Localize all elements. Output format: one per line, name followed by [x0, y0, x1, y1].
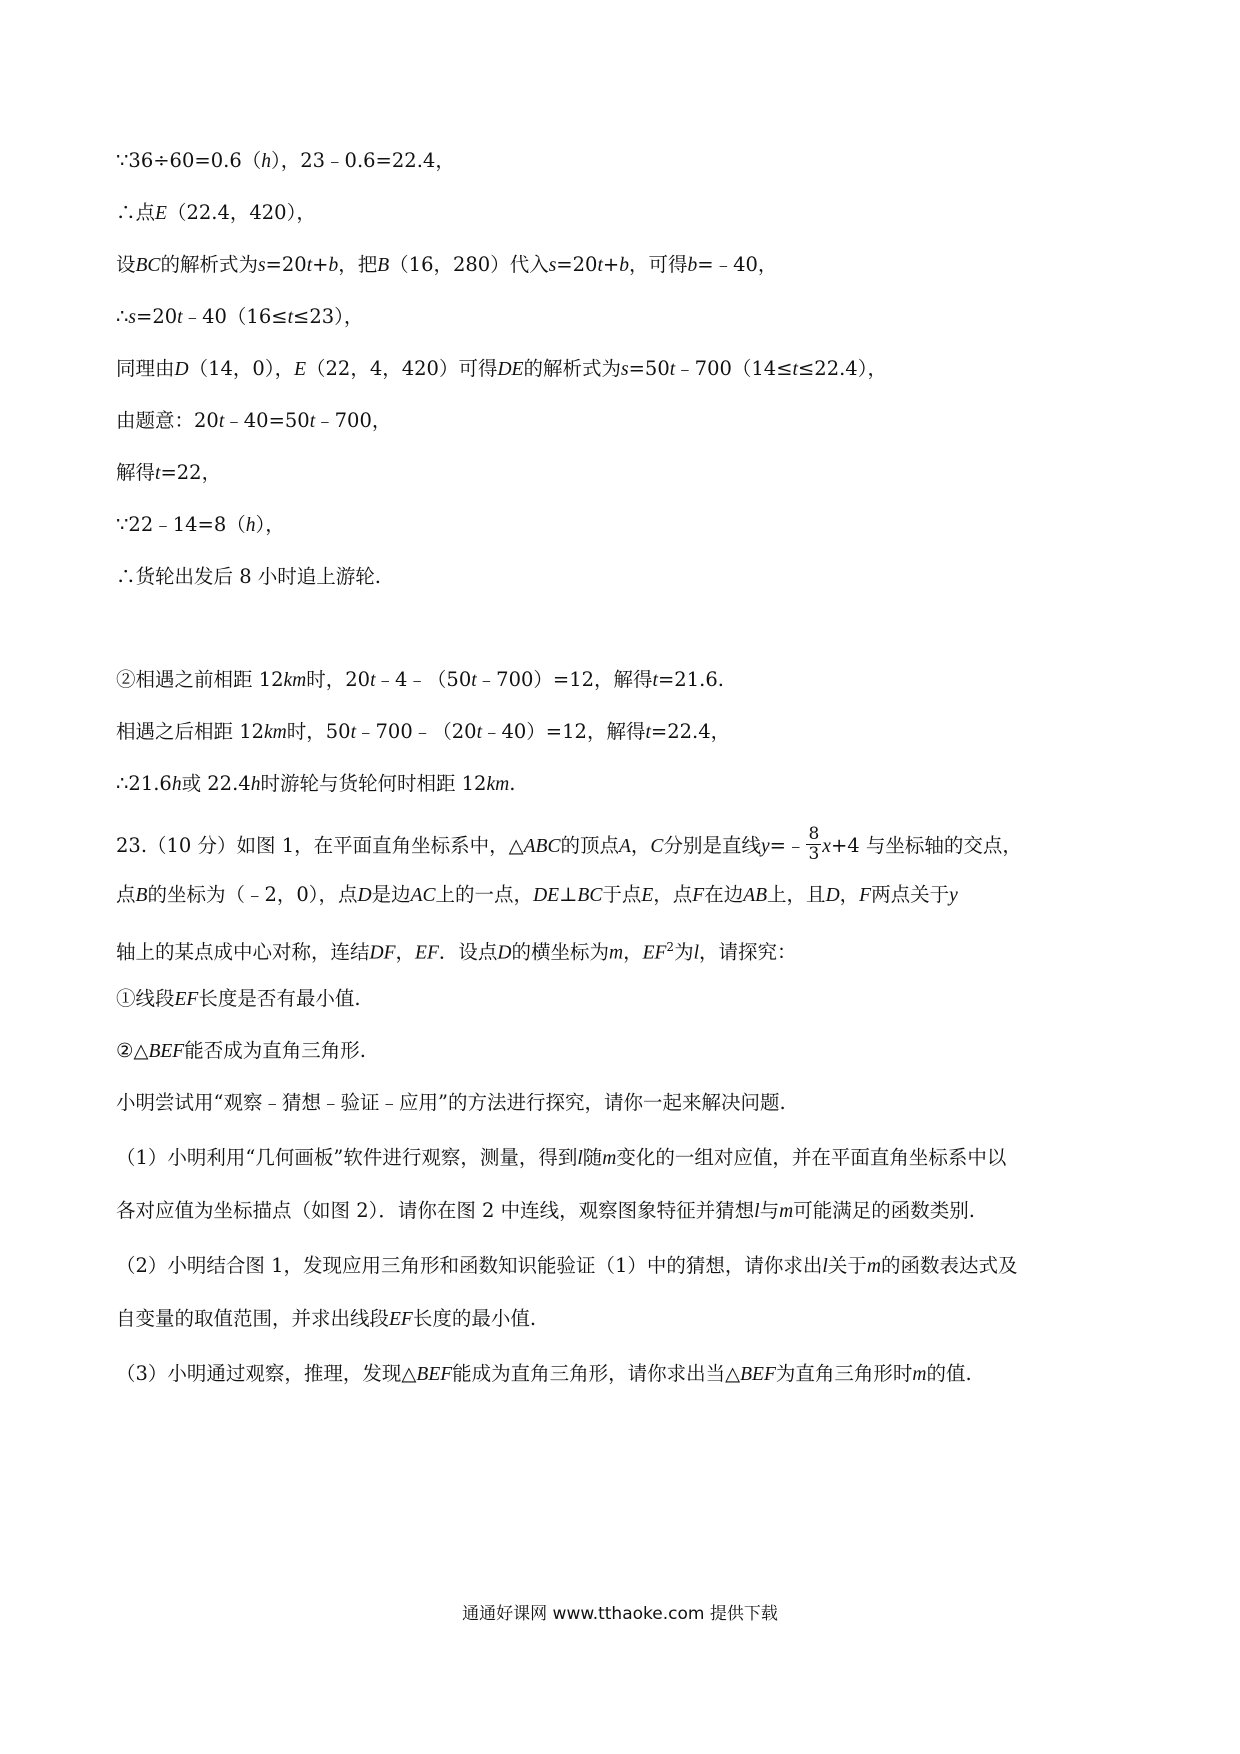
math-variable: b: [619, 255, 629, 276]
text-segment: 的横坐标为: [511, 940, 609, 964]
solution-line: [116, 719, 730, 746]
math-variable: DE: [533, 885, 560, 906]
math-variable: EF: [389, 1309, 413, 1330]
text-segment: ，: [630, 834, 651, 857]
text-segment: ．设点: [438, 940, 498, 964]
text-segment: ，把: [338, 253, 378, 276]
text-segment: 的坐标为（﹣2，0），点: [147, 883, 358, 906]
text-segment: ≤23），: [292, 305, 364, 328]
math-variable: EF: [415, 942, 439, 964]
text-segment: 的解析式为: [160, 253, 258, 276]
text-segment: ，点: [653, 883, 693, 906]
solution-line: [116, 564, 381, 590]
text-segment: 为: [674, 940, 694, 964]
solution-line: [116, 200, 316, 227]
text-segment: 能成为直角三角形，请你求出当△: [452, 1362, 741, 1385]
math-variable: m: [602, 1148, 617, 1169]
text-segment: 关于: [827, 1254, 867, 1277]
text-segment: （3）小明通过观察，推理，发现△: [116, 1362, 417, 1385]
text-segment: 时游轮与货轮何时相距 12: [260, 772, 487, 795]
question-line: [116, 934, 797, 967]
text-segment: 的解析式为: [523, 357, 621, 380]
math-variable: t: [669, 359, 676, 380]
text-segment: 的顶点: [560, 834, 619, 857]
math-variable: D: [497, 942, 512, 964]
text-segment: 上的一点，: [435, 883, 534, 906]
math-variable: h: [171, 774, 182, 795]
math-variable: l: [693, 942, 699, 964]
text-segment: ），23﹣0.6=22.4，: [270, 149, 455, 172]
superscript: 2: [666, 940, 675, 954]
text-segment: 各对应值为坐标描点（如图 2）．请你在图 2 中连线，观察图象特征并猜想: [116, 1199, 755, 1222]
question-line: [116, 824, 1022, 866]
math-variable: AB: [743, 885, 768, 906]
math-variable: D: [357, 885, 372, 906]
solution-line: [116, 356, 887, 383]
text-segment: ﹣4﹣（50: [375, 668, 472, 691]
math-variable: E: [294, 359, 307, 380]
solution-line: [116, 667, 724, 694]
text-segment: .: [509, 772, 516, 795]
math-variable: y: [949, 885, 958, 906]
math-variable: t: [218, 411, 225, 432]
question-line: [116, 1145, 1006, 1172]
math-variable: BEF: [416, 1364, 453, 1385]
math-variable: t: [287, 307, 293, 328]
text-segment: ﹣700﹣（20: [356, 720, 477, 743]
text-segment: ∴: [116, 305, 129, 328]
math-variable: m: [608, 942, 624, 964]
text-segment: =﹣: [769, 834, 806, 857]
math-variable: m: [866, 1256, 881, 1277]
math-variable: b: [328, 255, 339, 276]
text-segment: ①线段: [116, 987, 175, 1010]
text-segment: 同理由: [116, 357, 175, 380]
text-segment: 于点: [602, 883, 642, 906]
text-segment: 能否成为直角三角形.: [184, 1039, 366, 1062]
solution-line: [116, 252, 777, 279]
text-segment: 相遇之后相距 12: [116, 720, 265, 743]
math-variable: BEF: [740, 1364, 776, 1385]
math-variable: km: [264, 722, 287, 743]
math-variable: F: [692, 885, 705, 906]
math-variable: BC: [135, 255, 161, 276]
text-segment: +4 与坐标轴的交点，: [830, 834, 1022, 857]
fraction-denominator: 3: [808, 844, 820, 864]
text-segment: 点: [116, 883, 136, 906]
text-segment: 两点关于: [871, 883, 950, 906]
text-segment: ≤22.4），: [797, 357, 887, 380]
fraction: [806, 825, 821, 864]
text-segment: ，: [395, 940, 416, 964]
text-segment: （14，0），: [188, 357, 295, 380]
question-line: [116, 1038, 366, 1065]
math-variable: y: [760, 836, 770, 857]
question-line: [116, 1253, 1017, 1280]
math-variable: B: [377, 255, 390, 276]
text-segment: 可能满足的函数类别.: [793, 1199, 975, 1222]
solution-line: [116, 512, 285, 539]
question-line: [116, 1361, 972, 1388]
math-variable: EF: [174, 989, 199, 1010]
text-segment: 长度的最小值.: [412, 1307, 537, 1330]
text-segment: ∵22﹣14=8（: [116, 513, 246, 536]
math-variable: E: [155, 203, 167, 224]
solution-line: [116, 304, 363, 331]
text-segment: =﹣40，: [697, 253, 778, 276]
math-variable: BC: [577, 885, 603, 906]
math-variable: t: [476, 722, 482, 743]
math-variable: t: [792, 359, 798, 380]
text-segment: +: [602, 253, 620, 276]
text-segment: =20: [265, 253, 307, 276]
text-segment: ⊥: [559, 883, 578, 906]
math-variable: m: [779, 1201, 794, 1222]
text-segment: （1）小明利用“几何画板”软件进行观察，测量，得到: [116, 1146, 578, 1169]
text-segment: 或 22.4: [181, 772, 251, 795]
text-segment: （22，4，420）可得: [306, 357, 498, 380]
math-variable: C: [650, 836, 664, 857]
text-segment: 小明尝试用“观察﹣猜想﹣验证﹣应用”的方法进行探究，请你一起来解决问题.: [116, 1091, 786, 1114]
text-segment: =20: [136, 305, 178, 328]
math-variable: x: [822, 836, 831, 857]
text-segment: 的函数表达式及: [880, 1254, 1018, 1277]
text-segment: 变化的一组对应值，并在平面直角坐标系中以: [616, 1146, 1007, 1169]
text-segment: 是边: [371, 883, 411, 906]
math-variable: A: [618, 836, 631, 857]
solution-line: [116, 771, 515, 798]
text-segment: （2）小明结合图 1，发现应用三角形和函数知识能验证（1）中的猜想，请你求出: [116, 1254, 823, 1277]
text-segment: 自变量的取值范围，并求出线段: [116, 1307, 390, 1330]
math-variable: s: [128, 307, 137, 328]
math-variable: t: [177, 307, 183, 328]
math-variable: ABC: [523, 836, 561, 857]
text-segment: =22，: [160, 461, 222, 484]
math-variable: l: [577, 1148, 583, 1169]
fraction-numerator: 8: [808, 824, 820, 844]
text-segment: ，: [839, 883, 860, 906]
math-variable: t: [645, 722, 651, 743]
text-segment: 在边: [704, 883, 744, 906]
text-segment: =21.6.: [657, 668, 724, 691]
text-segment: 由题意：20: [116, 409, 219, 432]
text-segment: ，请探究：: [699, 940, 797, 964]
text-segment: 与: [759, 1199, 780, 1222]
math-variable: t: [155, 463, 161, 484]
text-segment: 23.（10 分）如图 1，在平面直角坐标系中，△: [116, 834, 524, 857]
math-variable: km: [283, 670, 307, 691]
math-variable: km: [486, 774, 510, 795]
solution-line: [116, 408, 391, 435]
text-segment: 上，且: [767, 883, 826, 906]
math-variable: m: [912, 1364, 927, 1385]
text-segment: ﹣700）=12，解得: [476, 668, 653, 691]
solution-line: [116, 460, 221, 487]
question-line: [116, 986, 361, 1013]
text-segment: 分别是直线: [663, 834, 761, 857]
text-segment: ∴21.6: [116, 772, 172, 795]
text-segment: =20: [556, 253, 598, 276]
math-variable: l: [754, 1201, 760, 1222]
question-line: [116, 1198, 975, 1225]
question-line: [116, 1306, 536, 1333]
text-segment: ，可得: [628, 253, 688, 276]
math-variable: s: [620, 359, 629, 380]
math-variable: DE: [497, 359, 524, 380]
math-variable: h: [245, 515, 256, 536]
text-segment: ②相遇之前相距 12: [116, 668, 284, 691]
math-variable: t: [471, 670, 477, 691]
text-segment: +: [312, 253, 329, 276]
text-segment: =22.4，: [650, 720, 731, 743]
math-variable: D: [825, 885, 840, 906]
math-variable: B: [135, 885, 148, 906]
text-segment: 时，20: [306, 668, 371, 691]
math-variable: DF: [369, 942, 396, 964]
math-variable: t: [370, 670, 376, 691]
text-segment: 为直角三角形时: [775, 1362, 913, 1385]
text-segment: ﹣40（16≤: [182, 305, 288, 328]
math-variable: t: [597, 255, 603, 276]
math-variable: t: [306, 255, 313, 276]
math-variable: EF: [642, 942, 667, 964]
text-segment: 的值.: [926, 1362, 972, 1385]
text-segment: ∴货轮出发后 8 小时追上游轮.: [116, 565, 382, 588]
math-variable: h: [261, 151, 271, 172]
solution-line: [116, 148, 455, 175]
math-variable: t: [350, 722, 357, 743]
text-segment: ﹣40=50: [224, 409, 310, 432]
math-variable: t: [309, 411, 316, 432]
math-variable: t: [652, 670, 658, 691]
text-segment: （22.4，420），: [166, 201, 316, 224]
text-segment: ﹣700（14≤: [675, 357, 793, 380]
math-variable: l: [822, 1256, 828, 1277]
text-segment: ），: [255, 513, 285, 536]
text-segment: ∵36÷60=0.6（: [116, 149, 262, 172]
text-segment: 时，50: [286, 720, 351, 743]
math-variable: h: [250, 774, 261, 795]
text-segment: 长度是否有最小值.: [198, 987, 361, 1010]
text-segment: ②△: [116, 1039, 149, 1062]
math-variable: AC: [410, 885, 436, 906]
math-variable: F: [859, 885, 872, 906]
math-variable: s: [548, 255, 557, 276]
math-variable: b: [687, 255, 698, 276]
text-segment: ﹣700，: [315, 409, 392, 432]
math-variable: s: [257, 255, 266, 276]
text-segment: =50: [628, 357, 670, 380]
math-variable: D: [174, 359, 189, 380]
math-variable: BEF: [148, 1041, 185, 1062]
text-segment: 随: [582, 1146, 603, 1169]
question-line: [116, 882, 958, 909]
text-segment: ﹣40）=12，解得: [481, 720, 646, 743]
text-segment: ，: [623, 940, 643, 964]
text-segment: （16，280）代入: [389, 253, 549, 276]
question-line: [116, 1090, 786, 1116]
math-variable: E: [641, 885, 654, 906]
text-segment: ∴点: [116, 201, 156, 224]
text-segment: 设: [116, 253, 136, 276]
text-segment: 轴上的某点成中心对称，连结: [116, 940, 370, 964]
text-segment: 解得: [116, 461, 156, 484]
page-footer: 通通好课网 www.tthaoke.com 提供下载: [462, 1604, 778, 1624]
